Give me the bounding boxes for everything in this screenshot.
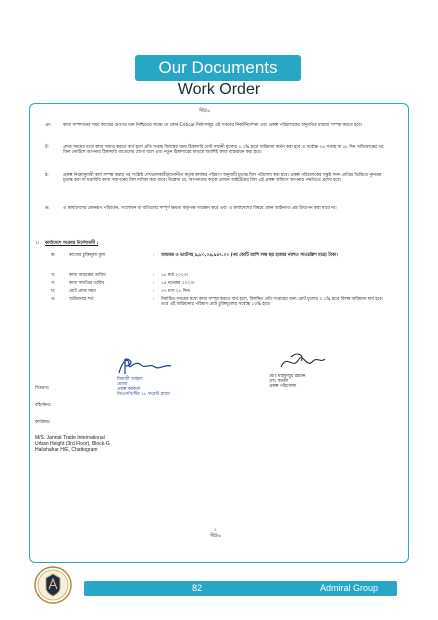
left-signer-office: জিএসসি/টিম ১৮ ফরেস্ট প্লাজা [117,392,170,397]
clause-label: ড: [45,206,50,211]
info-row-key: কাজের চুক্তিমূল্য মূল্য [69,253,106,258]
info-row-colon: : [153,281,155,286]
info-row-key: মোট প্রদত্ত সময় [69,289,96,294]
info-row-colon: : [153,297,155,302]
info-row-key: কাজ সমাপ্তির তারিখ [69,281,105,286]
info-row-label: ঙ: [51,297,56,302]
work-order-document [29,103,407,561]
info-row-colon: : [153,273,155,278]
info-row-value: ১৫ নভেম্বর ২০২৩। [161,281,195,286]
distribution-label: বিতরণঃ [35,386,50,391]
clause-text: কাজ সম্পাদনের সময় কাজের গুণগত মান নিশ্চিতের লক্ষ্যে যে কোন Critical নির্মাণসমূহ এই দপ্তরের নিকটনির্দেশনা এবং প্রকল্প পরিচালকের অনুমতির মাধ্যমে সম্পন্ন করতে হবে। [63,123,362,128]
external-label: বহির্গমনঃ [35,403,51,408]
right-signer-rank: লেঃ কর্নেল [269,379,289,384]
admiral-group-logo [34,566,72,604]
info-row-label: খ: [51,273,56,278]
section-title: কার্যাদেশে সংক্রান্ত নির্দেশাবলী : [45,241,99,246]
info-row-label: ক: [51,253,56,258]
address-line: Halishahar H/E, Chattogram [35,447,98,453]
left-signer-title: প্রকল্প কর্মকর্তা [117,387,141,392]
info-row-value: নির্ধারিত সময়ের মধ্যে কাজ সম্পন্ন করতে ব্যর্থ হলে, বিলম্বিত প্রতি সপ্তাহের জন্য মোট মূল্যের ০.১% হারে বিলম্ব জরিমানা ধার্য হবে। তবে এই জরিমানার পরিমাণ মোট চুক্তিমূল্যের সর্বোচ্চ ১০% হবে। [161,297,384,308]
footer-company-name: Admiral Group [320,583,379,593]
clause-text: এ কার্যাদেশের কোনরূপ পরিবর্তন, সংশোধন বা বাতিলের সম্পূর্ণ ক্ষমতা কর্তৃপক্ষ সংরক্ষণ করে এবং এ কার্যাদেশের বিষয়ে কোন আইনগত প্রশ্ন উত্থাপন করা যাবে না। [63,206,337,211]
document-sheet-footer: সীট/৬ [210,534,221,539]
page-title: Our Documents [158,58,278,77]
section-number: ২। [35,241,40,246]
info-row-value: ০৭ মাস ২৮ দিন। [161,289,191,294]
page-subtitle: Work Order [177,81,261,98]
info-row-colon: : [153,289,155,294]
right-signature [277,351,327,373]
document-sheet-label: সীট/৬ [199,109,210,114]
info-row-label: গ: [51,281,56,286]
left-signature [115,355,175,377]
page-title-banner [135,55,301,81]
info-row-value: ১৮ মার্চ ২০২৩। [161,273,188,278]
right-signer-name: মোঃ মাহফুজুর রহমান [269,374,306,379]
info-row-value: আয়কর ও ভ্যাটসহ ৯,৮০,০৬,৯৪৭.০০ (নয় কোটি আশি লক্ষ ছয় হাজার নয়শত সাতচল্লিশ মাত্র) টাকা। [161,253,338,258]
info-row-label: ঘ: [51,289,56,294]
clause-label: ঠ: [45,173,49,178]
clause-label: ট: [45,145,49,150]
clause-label: ঞ: [45,123,51,128]
right-signer-title: প্রকল্প পরিচালক [269,384,296,389]
info-row-key: কাজ আরম্ভের তারিখ [69,273,106,278]
footer-page-number: 82 [192,583,203,593]
action-label: কার্যক্রমঃ [35,420,50,425]
address-line: Urban Height (3rd Floor), Block-G [35,441,110,447]
document-page-number: ২ [214,528,217,533]
left-signer-name: মিয়াজী আহমদ [117,377,143,382]
clause-text: প্রকল্প নিয়মানুযায়ী কার্য সম্পন্ন করার পর সংশ্লিষ্ট দেখভালকারী/মনোনীত কর্তৃক কার্যকর পরিমাপ অনুযায়ী চূড়ান্ত বিল পরিশোধ করা হবে। প্রকল্প পরিচালকের সন্তুষ্ট সনদ প্রাপ্তির ভিত্তিতে ন্যূনতম চূড়ান্ত করা যা যথাবিধি কাজ সমাপনের বিল দাখিল করা যাবে। উল্লেখ্য যে, আপনাদের কর্তৃক প্রণয়ন আইটেমের বিল এই প্রকল্প অফিসে আপনার পদ্ধতিতে প্রদেয় হবে। [63,173,382,184]
left-signer-rank: মেজর [117,382,128,387]
info-row-key: জরিমানার শর্ত [69,297,94,302]
info-row-colon: : [153,253,155,258]
clause-text: প্রদত্ত সময়ের মধ্যে কাজ সমাপ্ত করতে ব্যর্থ হলে প্রতি সপ্তাহ বিলম্বের জন্য ঠিকাদারি মোট সম্মানী মূল্যের ০.১% হারে জরিমানা কর্তন করা হবে ও সর্বোচ্চ ০৪ সপ্তাহ বা ২৮ দিন অতিক্রান্তের পর বিনা নোটিশে আপনার ঠিকাদারি বাতেলের যোগ্য বলে এবং নতুন ঠিকাদারের মাধ্যমে অবশিষ্ট কাজ বাস্তবায়ন করা হবে। [63,145,384,156]
address-line: M/S. Jannat Trade International [35,435,105,441]
